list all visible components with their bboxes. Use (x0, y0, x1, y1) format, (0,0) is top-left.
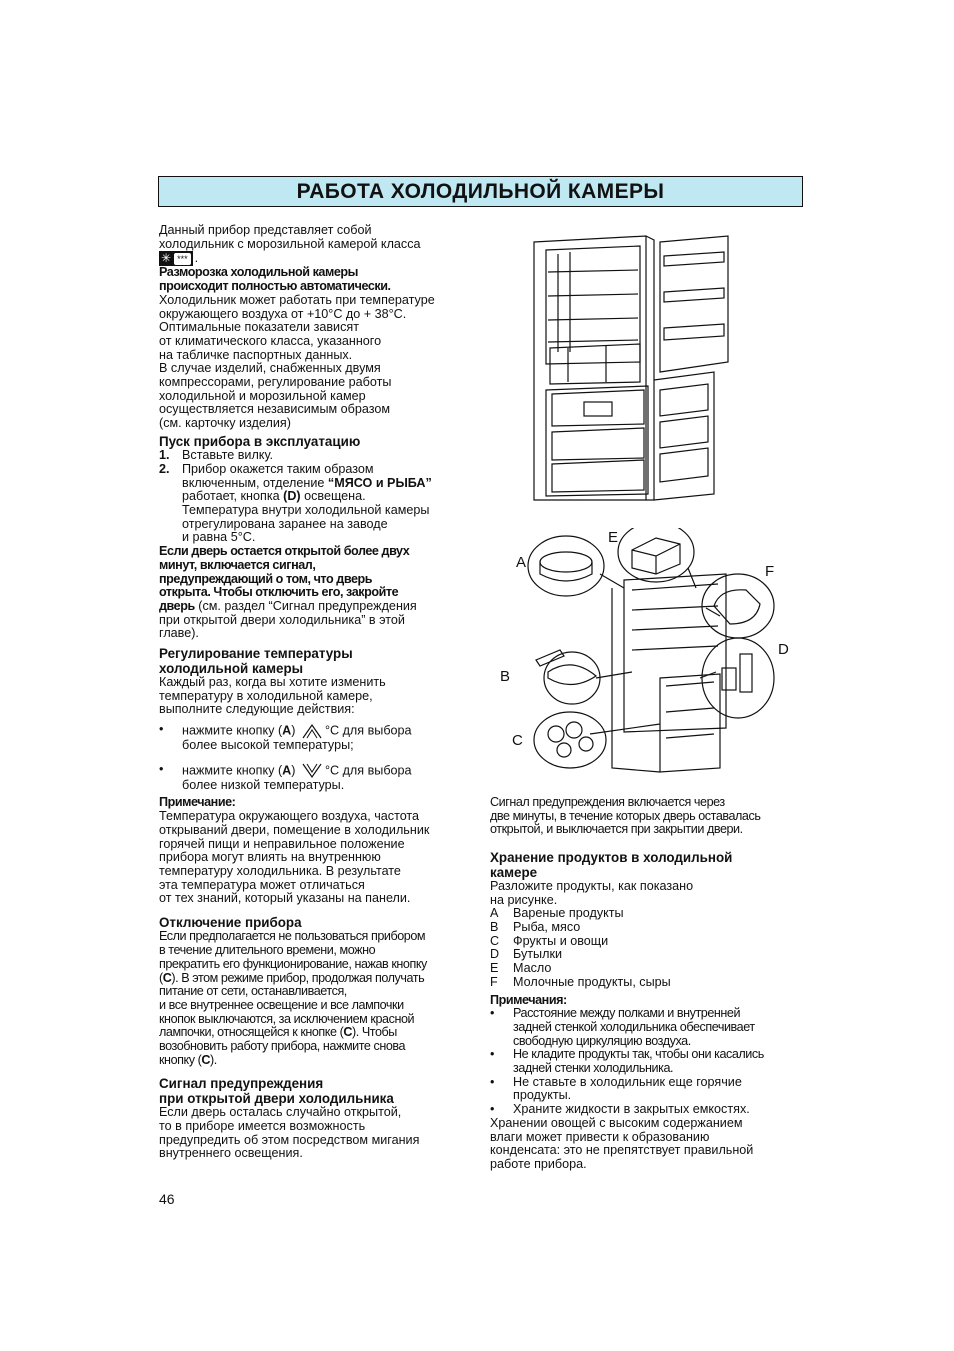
arrow-down-icon (301, 763, 323, 779)
note-item: • Храните жидкости в закрытых емкостях. (490, 1102, 750, 1117)
door-warning-line: Если дверь остается открытой более двух (159, 544, 410, 559)
snowflake-icon: ✳ (161, 251, 172, 266)
intro-rest-line: компрессорами, регулирование работы (159, 375, 392, 390)
temp-line: выполните следующие действия: (159, 702, 355, 717)
note-item: • Не ставьте в холодильник еще горячие продукты. (490, 1074, 742, 1103)
temp-heading: холодильной камеры (159, 660, 304, 676)
off-heading: Отключение прибора (159, 915, 302, 931)
storage-intro: на рисунке. (490, 892, 558, 907)
startup-heading: Пуск прибора в эксплуатацию (159, 433, 361, 449)
right-column (490, 796, 810, 1172)
intro-rest-line: холодильной и морозильной камер (159, 388, 366, 403)
figure-label-b: B (500, 668, 511, 685)
startup-step: 2. Прибор окажется таким образом включенным, отделение “МЯСО и РЫБА” работает, кнопка (D) освещена. Температура внутри холодильной камеры отрегулирована заранее на заводе и равна 5°C. (159, 461, 432, 545)
legend-item: E Масло (490, 961, 552, 976)
door-warning-line: предупреждающий о том, что дверь (159, 571, 373, 586)
class-line (159, 251, 471, 266)
note-line: прибора могут влиять на внутреннюю (159, 850, 381, 865)
alarm-tail: Сигнал предупреждения включается через две минуты, в течение которых дверь оставалась открытой, и выключается при закрытии двери. (490, 795, 761, 837)
door-warning-line: минут, включается сигнал, (159, 557, 316, 572)
note-line: открываний двери, помещение в холодильник (159, 822, 430, 837)
legend-item: C Фрукты и овощи (490, 933, 609, 948)
tail-line: влаги может привести к образованию (490, 1129, 710, 1144)
figure-label-c: C (512, 732, 523, 749)
class-period: . (194, 251, 199, 266)
stars-icon: *** (174, 253, 191, 265)
note-item: • Не кладите продукты так, чтобы они касались задней стенки холодильника. (490, 1047, 764, 1076)
temp-line: температуру в холодильной камере, (159, 688, 373, 703)
note-line: горячей пищи и неправильное положение (159, 836, 405, 851)
fridge-open-illustration (528, 232, 734, 504)
figure-label-a: A (516, 554, 527, 571)
note-heading: Примечание: (159, 795, 236, 810)
intro-rest-line: Холодильник может работать при температуре (159, 292, 435, 307)
door-warning-line: при открытой двери холодильника” в этой (159, 612, 405, 627)
alarm-heading: при открытой двери холодильника (159, 1090, 394, 1106)
intro-rest-line: осуществляется независимым образом (159, 402, 391, 417)
startup-step: 1. Вставьте вилку. (159, 448, 273, 463)
freezer-class-badge (159, 251, 193, 266)
legend-item: F Молочные продукты, сыры (490, 974, 671, 989)
tail-line: работе прибора. (490, 1156, 587, 1171)
temp-down-item: • нажмите кнопку (A) °C для выбора более низкой температуры. (159, 761, 412, 792)
legend-item: B Рыба, мясо (490, 920, 581, 935)
intro-rest-line: окружающего воздуха от +10°C до + 38°C. (159, 306, 407, 321)
figure-label-d: D (778, 641, 789, 658)
defrost-line: Разморозка холодильной камеры (159, 265, 358, 280)
intro-line: Данный прибор представляет собой (159, 223, 372, 237)
storage-heading: камере (490, 864, 538, 880)
temp-up-item: • нажмите кнопку (A) °C для выбора более высокой температуры; (159, 722, 412, 753)
legend-item: D Бутылки (490, 947, 562, 962)
intro-rest-line: (см. карточку изделия) (159, 416, 291, 431)
intro-rest-line: на табличке паспортных данных. (159, 347, 353, 362)
note-line: эта температура может отличаться (159, 877, 365, 892)
storage-heading: Хранение продуктов в холодильной (490, 850, 733, 866)
intro-rest-line: Оптимальные показатели зависят (159, 320, 359, 335)
note-line: температуру холодильника. В результате (159, 863, 401, 878)
alarm-line: Если дверь осталась случайно открытой, (159, 1105, 402, 1120)
door-warning-line: главе). (159, 626, 199, 641)
notes-heading: Примечания: (490, 992, 567, 1007)
figure-label-f: F (765, 563, 775, 580)
door-warning-line: дверь (см. раздел “Сигнал предупреждения (159, 598, 417, 613)
door-warning-line: открыта. Чтобы отключить его, закройте (159, 585, 399, 600)
page-number: 46 (159, 1191, 175, 1207)
tail-line: конденсата: это не препятствует правильной (490, 1143, 754, 1158)
figure-label-e: E (608, 529, 619, 546)
food-placement-illustration (520, 528, 782, 776)
alarm-line: предупредить об этом посредством мигания (159, 1132, 420, 1147)
intro-rest-line: В случае изделий, снабженных двумя (159, 361, 381, 376)
temp-heading: Регулирование температуры (159, 646, 353, 662)
storage-intro: Разложите продукты, как показано (490, 878, 694, 893)
intro-rest-line: от климатического класса, указанного (159, 333, 382, 348)
note-item: • Расстояние между полками и внутренней задней стенкой холодильника обеспечивает свободную циркуляцию воздуха. (490, 1006, 755, 1048)
defrost-line: происходит полностью автоматически. (159, 279, 391, 294)
alarm-line: то в приборе имеется возможность (159, 1119, 366, 1133)
arrow-up-icon (301, 723, 323, 739)
legend-item: A Вареные продукты (490, 906, 624, 921)
tail-line: Хранении овощей с высоким содержанием (490, 1115, 743, 1130)
off-body: Если предполагается не пользоваться прибором в течение длительного времени, можно прекратить его функционирование, нажав кнопку (C). В этом режиме прибор, продолжая получать питание от сети, останавливается, и все внутреннее освещение и все лампочки кнопок выключаются, за исключением красной лампочки, относящейся к кнопке (C). Чтобы возобновить работу прибора, нажмите снова кнопку (C). (159, 929, 427, 1067)
temp-line: Каждый раз, когда вы хотите изменить (159, 674, 386, 689)
note-line: Температура окружающего воздуха, частота (159, 809, 420, 824)
alarm-line: внутреннего освещения. (159, 1146, 303, 1161)
page-title: РАБОТА ХОЛОДИЛЬНОЙ КАМЕРЫ (296, 179, 665, 203)
title-banner (158, 176, 803, 207)
alarm-heading: Сигнал предупреждения (159, 1076, 324, 1092)
note-line: от тех знаний, который указаны на панели. (159, 891, 411, 906)
left-column (159, 224, 471, 1161)
intro-line: холодильник с морозильной камерой класса (159, 236, 421, 251)
